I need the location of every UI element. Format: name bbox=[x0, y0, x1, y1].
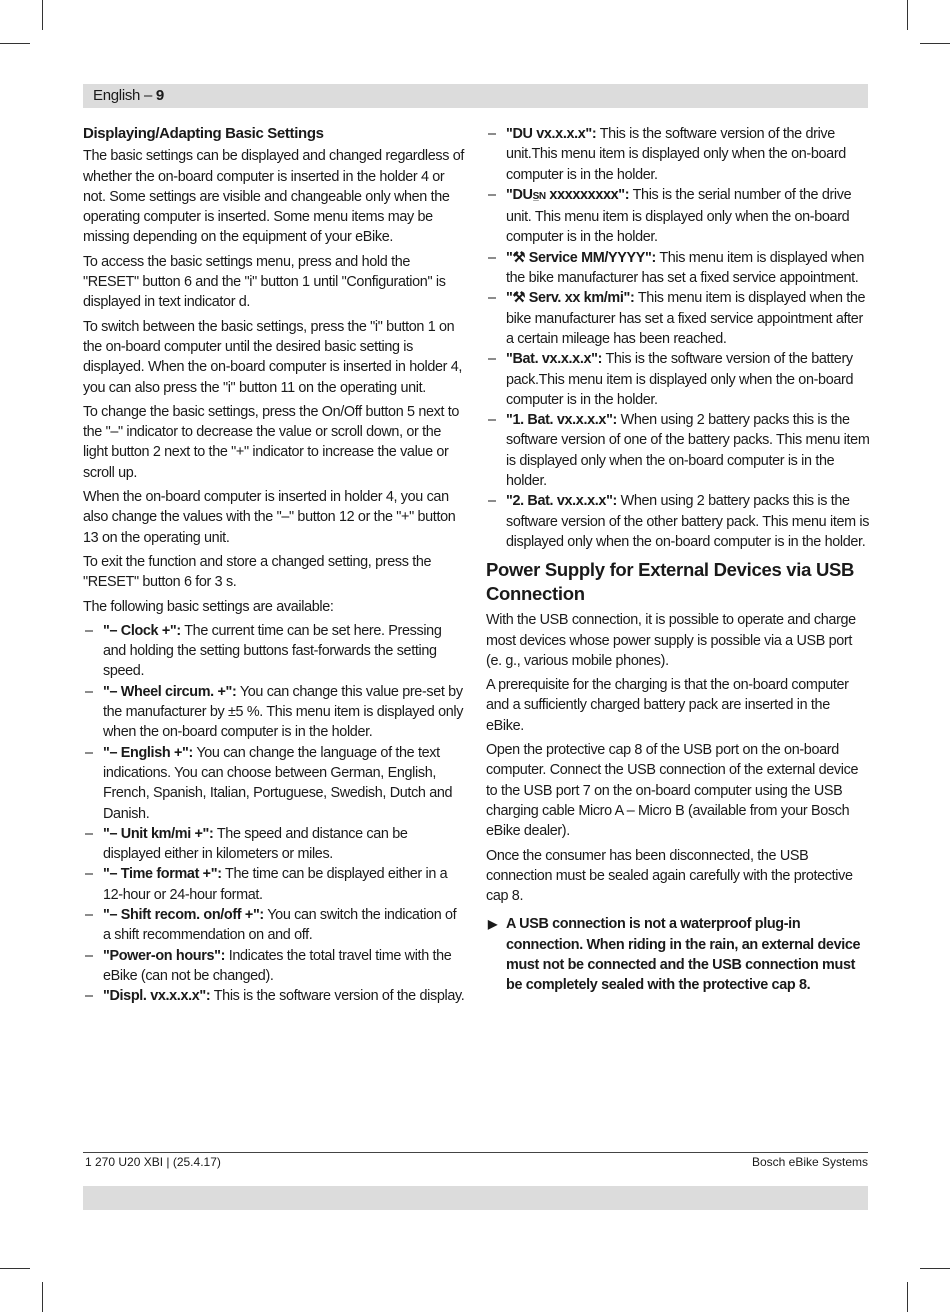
list-item bbox=[83, 682, 467, 743]
list-item bbox=[486, 248, 870, 289]
item-label: "– Wheel circum. +": bbox=[103, 683, 237, 700]
item-label: "Power-on hours": bbox=[103, 947, 226, 964]
paragraph: To switch between the basic settings, press the "i" button 1 on the on-board computer until the desired basic setting is displayed. When the on-board computer is inserted in holder 4, you can also press the "i" button 11 on the operating unit. bbox=[83, 318, 463, 396]
list-item bbox=[486, 491, 870, 552]
paragraph: The following basic settings are available: bbox=[83, 598, 334, 615]
item-text: This is the software version of the display. bbox=[213, 988, 465, 1005]
item-text: The current time can be set here. Pressing and holding the setting buttons fast-forwards the setting speed. bbox=[103, 622, 442, 680]
paragraph: The basic settings can be displayed and changed regardless of whether the on-board computer is inserted in the holder 4 or not. Some settings are visible and changeable only when the operating computer is inserted. Some menu items may be missing depending on the equipment of your eBike. bbox=[83, 148, 465, 246]
item-text: You can switch the indication of a shift recommendation on and off. bbox=[103, 906, 457, 944]
item-label: Service MM/YYYY": bbox=[525, 249, 656, 266]
item-label: "– Time format +": bbox=[103, 866, 222, 883]
paragraph: Once the consumer has been disconnected, the USB connection must be sealed again carefully with the protective cap 8. bbox=[486, 847, 853, 905]
item-text: This menu item is displayed when the bike manufacturer has set a fixed service appointment. bbox=[506, 249, 865, 287]
header-sep: – bbox=[140, 87, 156, 104]
left-column bbox=[83, 124, 467, 1006]
version-list bbox=[486, 124, 870, 552]
item-label: " bbox=[506, 249, 513, 266]
section-heading: Displaying/Adapting Basic Settings bbox=[83, 125, 324, 142]
item-text: This is the serial number of the drive unit. This menu item is displayed only when the on-board computer is in the holder. bbox=[506, 186, 852, 246]
page-header bbox=[83, 84, 868, 108]
footer-doc-code: 1 270 U20 XBI | (25.4.17) bbox=[85, 1155, 221, 1169]
item-text: The time can be displayed either in a 12-hour or 24-hour format. bbox=[103, 866, 448, 903]
item-label: Serv. xx km/mi": bbox=[525, 290, 635, 307]
crop-mark bbox=[0, 1268, 30, 1269]
triangle-right-icon: ▶ bbox=[488, 917, 497, 932]
crop-mark bbox=[42, 1282, 43, 1312]
list-item bbox=[83, 743, 467, 824]
item-label: "– Unit km/mi +": bbox=[103, 825, 214, 842]
item-label: "– English +": bbox=[103, 744, 193, 761]
wrench-icon: ⚒ bbox=[512, 249, 526, 266]
header-lang: English bbox=[93, 87, 141, 104]
crop-mark bbox=[907, 1282, 908, 1312]
paragraph: To access the basic settings menu, press and hold the "RESET" button 6 and the "i" button 1 until "Configuration" is displayed in text indicator d. bbox=[83, 253, 446, 311]
serial-number-icon: S̲N bbox=[532, 190, 546, 202]
crop-mark bbox=[42, 0, 43, 30]
item-text: You can change the language of the text indications. You can choose between German, English, French, Spanish, Italian, Portuguese, Swedish, Dutch and Danish. bbox=[103, 744, 453, 822]
page-footer-bar bbox=[83, 1186, 868, 1210]
item-text: When using 2 battery packs this is the software version of the other battery pack. This menu item is displayed only when the on-board computer is in the holder. bbox=[506, 493, 870, 550]
item-label: "DU vx.x.x.x": bbox=[506, 126, 597, 142]
item-text: The speed and distance can be displayed either in kilometers or miles. bbox=[103, 825, 408, 863]
warning-text: A USB connection is not a waterproof plug-in connection. When riding in the rain, an external device must not be connected and the USB connection must be completely sealed with the protective cap 8. bbox=[506, 916, 861, 994]
list-item bbox=[83, 621, 467, 682]
right-column bbox=[486, 124, 870, 996]
item-text: This is the software version of the battery pack.This menu item is displayed only when the on-board computer is in the holder. bbox=[506, 351, 854, 408]
list-item bbox=[486, 124, 870, 185]
item-label: "Displ. vx.x.x.x": bbox=[103, 988, 211, 1005]
item-label: "2. Bat. vx.x.x.x": bbox=[506, 493, 617, 510]
crop-mark bbox=[920, 43, 950, 44]
list-item bbox=[83, 905, 467, 946]
item-text: This is the software version of the drive unit.This menu item is displayed only when the on-board computer is in the holder. bbox=[506, 126, 846, 183]
list-item bbox=[83, 824, 467, 865]
list-item bbox=[486, 185, 870, 248]
paragraph: With the USB connection, it is possible to operate and charge most devices whose power supply is possible via a USB port (e. g., various mobile phones). bbox=[486, 612, 856, 669]
list-item bbox=[486, 288, 870, 349]
wrench-icon: ⚒ bbox=[512, 290, 526, 307]
paragraph: To exit the function and store a changed setting, press the "RESET" button 6 for 3 s. bbox=[83, 553, 432, 591]
item-label: "– Shift recom. on/off +": bbox=[103, 906, 264, 923]
crop-mark bbox=[0, 43, 30, 44]
footer-divider bbox=[83, 1152, 868, 1153]
settings-list bbox=[83, 621, 467, 1007]
item-label: "DU bbox=[506, 186, 533, 203]
section-heading: Power Supply for External Devices via USB Connection bbox=[486, 559, 855, 605]
warning-note bbox=[486, 914, 870, 995]
item-text: This menu item is displayed when the bike manufacturer has set a fixed service appointment after a certain mileage has been reached. bbox=[506, 290, 866, 347]
paragraph: Open the protective cap 8 of the USB port on the on-board computer. Connect the USB connection of the external device to the USB port 7 on the on-board computer using the USB charging cable Micro A – Micro B (available from your Bosch eBike dealer). bbox=[486, 742, 859, 840]
item-text: You can change this value pre-set by the manufacturer by ±5 %. This menu item is displayed only when the on-board computer is in the holder. bbox=[103, 683, 464, 741]
footer-brand: Bosch eBike Systems bbox=[751, 1155, 868, 1169]
list-item bbox=[486, 410, 870, 491]
paragraph: To change the basic settings, press the On/Off button 5 next to the "–" indicator to decrease the value or scroll down, or the light button 2 next to the "+" indicator to increase the value or scroll up. bbox=[83, 403, 460, 481]
list-item bbox=[486, 349, 870, 410]
crop-mark bbox=[907, 0, 908, 30]
item-label: "Bat. vx.x.x.x": bbox=[506, 351, 603, 368]
paragraph: When the on-board computer is inserted in holder 4, you can also change the values with the "–" button 12 or the "+" button 13 on the operating unit. bbox=[83, 489, 456, 546]
list-item bbox=[83, 864, 467, 905]
item-label: xxxxxxxxx": bbox=[545, 186, 630, 203]
header-title bbox=[93, 87, 164, 104]
item-text: Indicates the total travel time with the eBike (can not be changed). bbox=[103, 947, 452, 984]
list-item bbox=[83, 986, 467, 1006]
item-label: "1. Bat. vx.x.x.x": bbox=[506, 412, 617, 429]
item-label: "– Clock +": bbox=[103, 622, 181, 639]
list-item bbox=[83, 946, 467, 987]
page-number: 9 bbox=[155, 87, 164, 104]
item-label: " bbox=[506, 290, 513, 307]
paragraph: A prerequisite for the charging is that the on-board computer and a sufficiently charged battery pack are inserted in the eBike. bbox=[486, 677, 849, 734]
crop-mark bbox=[920, 1268, 950, 1269]
item-text: When using 2 battery packs this is the software version of one of the battery packs. This menu item is displayed only when the on-board computer is in the holder. bbox=[506, 412, 870, 490]
